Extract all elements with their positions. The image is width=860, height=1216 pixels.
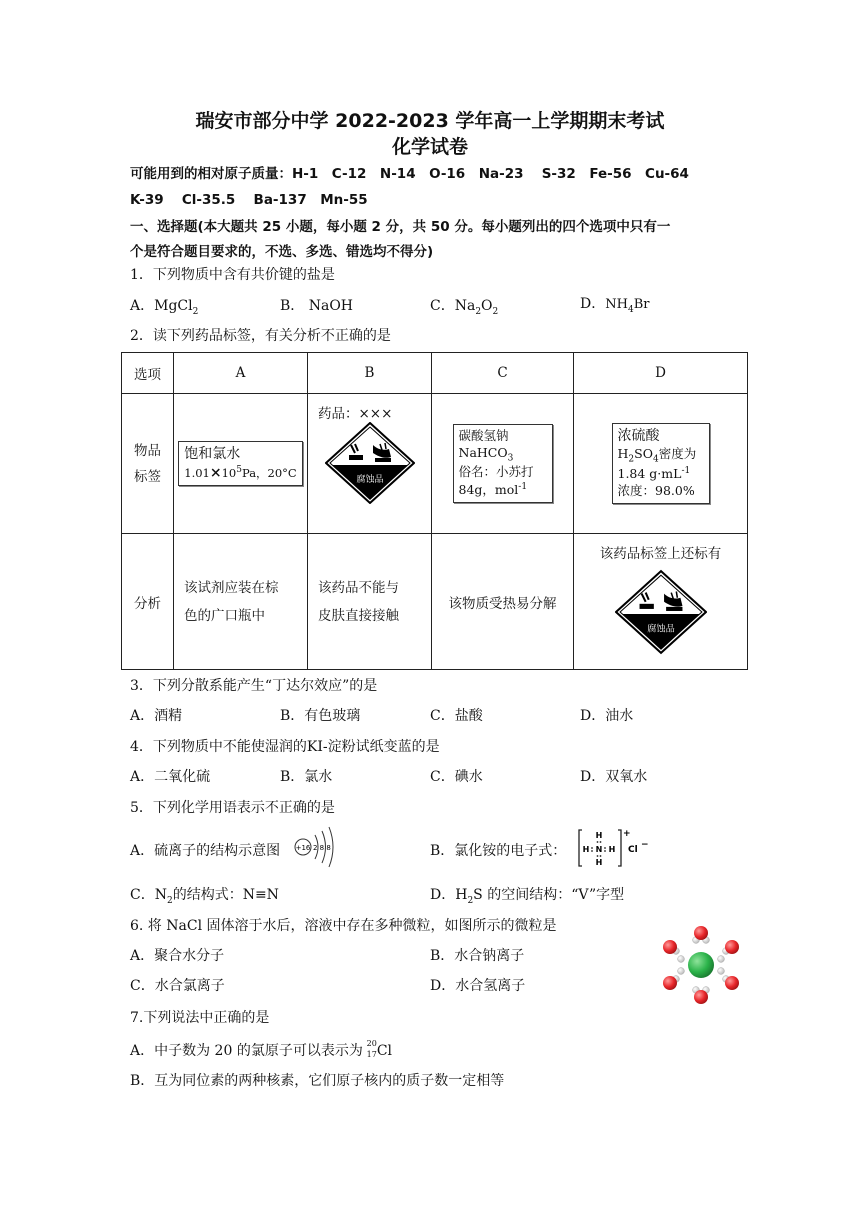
q4-option-c: C．碘水: [430, 769, 483, 785]
q1-stem: 1．下列物质中含有共价键的盐是: [130, 267, 335, 283]
section-heading-line1: 一、选择题(本大题共 25 小题，每小题 2 分，共 50 分。每小题列出的四个选项中只有一: [130, 219, 671, 235]
table-row: [122, 353, 748, 394]
analysis-d: [574, 534, 748, 670]
q6-option-a: A．聚合水分子: [130, 948, 225, 964]
atomic-masses-line1: 可能用到的相对原子质量：H-1 C-12 N-14 O-16 Na-23 S-32 Fe-56 Cu-64: [130, 166, 689, 182]
corrosive-hazard-icon: [615, 568, 707, 656]
atom-h: H: [582, 845, 590, 854]
sulfide-ion-structure-diagram: [290, 823, 340, 871]
label-a-box: 饱和氯水 $1.01\times 10^5Pa$，20°C: [178, 441, 302, 487]
water-molecule-bottom: [693, 987, 710, 1004]
table-header-c: C: [432, 353, 574, 394]
q6-option-c: C．水合氯离子: [130, 978, 225, 994]
q5-option-b: B．氯化铵的电子式：: [430, 843, 567, 859]
hazard-label-text: 腐蚀品: [646, 623, 675, 635]
table-header-b: B: [308, 353, 432, 394]
q4-option-d: D．双氧水: [580, 769, 648, 785]
analysis-c: 该物质受热易分解: [432, 534, 574, 670]
q4-stem: 4．下列物质中不能使湿润的KI-淀粉试纸变蓝的是: [130, 739, 440, 755]
q7-option-b: B．互为同位素的两种核素，它们原子核内的质子数一定相等: [130, 1073, 505, 1089]
row-label-labels: 物品 标签: [122, 394, 174, 534]
q4-option-b: B．氯水: [280, 769, 333, 785]
analysis-a: 该试剂应装在棕 色的广口瓶中: [174, 534, 308, 670]
atom-n: N: [595, 845, 603, 854]
table-header-a: A: [174, 353, 308, 394]
charge-plus: +: [623, 829, 631, 839]
corrosive-hazard-icon: [325, 422, 415, 504]
electron-shells: 2 8 8: [313, 844, 331, 852]
water-molecule-lower-left: [663, 968, 684, 990]
charge-minus: −: [641, 840, 649, 850]
q4-option-a: A．二氧化硫: [130, 769, 211, 785]
q5-option-c: C．$N_2$的结构式：N≡N: [130, 887, 279, 906]
page-subtitle: 化学试卷: [391, 136, 468, 158]
atom-cl: Cl: [628, 845, 638, 855]
hydrated-ion-diagram: [660, 924, 742, 1006]
q3-option-b: B．有色玻璃: [280, 708, 361, 724]
section-heading-line2: 个是符合题目要求的，不选、多选、错选均不得分): [130, 244, 434, 260]
q6-option-d: D．水合氢离子: [430, 978, 526, 994]
table-header-d: D: [574, 353, 748, 394]
q3-stem: 3．下列分散系能产生“丁达尔效应”的是: [130, 678, 378, 694]
central-ion: [688, 952, 714, 978]
q5-stem: 5．下列化学用语表示不正确的是: [130, 800, 335, 816]
label-c-cell: [432, 394, 574, 534]
q2-options-table: [121, 352, 748, 670]
row-label-analysis: 分析: [122, 534, 174, 670]
atomic-number: 17: [366, 1050, 377, 1059]
q3-option-a: A．酒精: [130, 708, 183, 724]
q6-option-b: B．水合钠离子: [430, 948, 525, 964]
atom-h: H: [608, 845, 616, 854]
q5-option-d: D．$H_2S$ 的空间结构：“V”字型: [430, 887, 625, 906]
q7-option-a: A．中子数为 20 的氯原子可以表示为 20 17 Cl: [130, 1039, 393, 1059]
label-d-cell: [574, 394, 748, 534]
label-b-cell: [308, 394, 432, 534]
atomic-masses-line2: K-39 Cl-35.5 Ba-137 Mn-55: [130, 192, 368, 208]
atom-h: H: [595, 831, 603, 840]
atom-h: H: [595, 858, 603, 867]
table-header-option: 选项: [122, 353, 174, 394]
ammonium-chloride-electron-formula: [578, 826, 650, 870]
q7-stem: 7.下列说法中正确的是: [130, 1010, 270, 1026]
hazard-label-text: 腐蚀品: [355, 475, 384, 485]
water-molecule-top: [693, 926, 710, 943]
page-title: 瑞安市部分中学 2022-2023 学年高一上学期期末考试: [195, 110, 665, 132]
label-c-box: 碳酸氢钠 NaHCO$_3$ 俗名：小苏打 84g，mol$^{-1}$: [453, 424, 553, 503]
mass-number: 20: [366, 1039, 377, 1048]
water-molecule-upper-right: [718, 940, 739, 962]
q1-option-c: C．$Na_2O_2$: [430, 298, 499, 317]
nucleus-charge: +16: [295, 844, 311, 852]
analysis-b: 该药品不能与 皮肤直接接触: [308, 534, 432, 670]
water-molecule-upper-left: [663, 940, 684, 962]
q1-option-b: B． NaOH: [280, 298, 354, 314]
q5-option-a: A．硫离子的结构示意图: [130, 843, 281, 859]
label-b-text: 药品：×××: [318, 406, 393, 422]
table-row: [122, 394, 748, 534]
q3-option-d: D．油水: [580, 708, 634, 724]
q1-option-d: D．$NH_4Br$: [580, 296, 650, 315]
water-molecule-lower-right: [718, 968, 739, 990]
table-row: [122, 534, 748, 670]
q6-stem: 6. 将 NaCl 固体溶于水后，溶液中存在多种微粒，如图所示的微粒是: [130, 918, 557, 934]
q1-option-a: A．MgCl$_2$: [130, 298, 199, 317]
q3-option-c: C．盐酸: [430, 708, 483, 724]
q2-stem: 2．读下列药品标签，有关分析不正确的是: [130, 328, 391, 344]
label-a-cell: [174, 394, 308, 534]
analysis-d-text: 该药品标签上还标有: [599, 546, 722, 562]
label-d-box: 浓硫酸 $H_2SO_4$密度为 1.84 $g\cdot mL^{-1}$ 浓度：98.0%: [612, 423, 710, 504]
